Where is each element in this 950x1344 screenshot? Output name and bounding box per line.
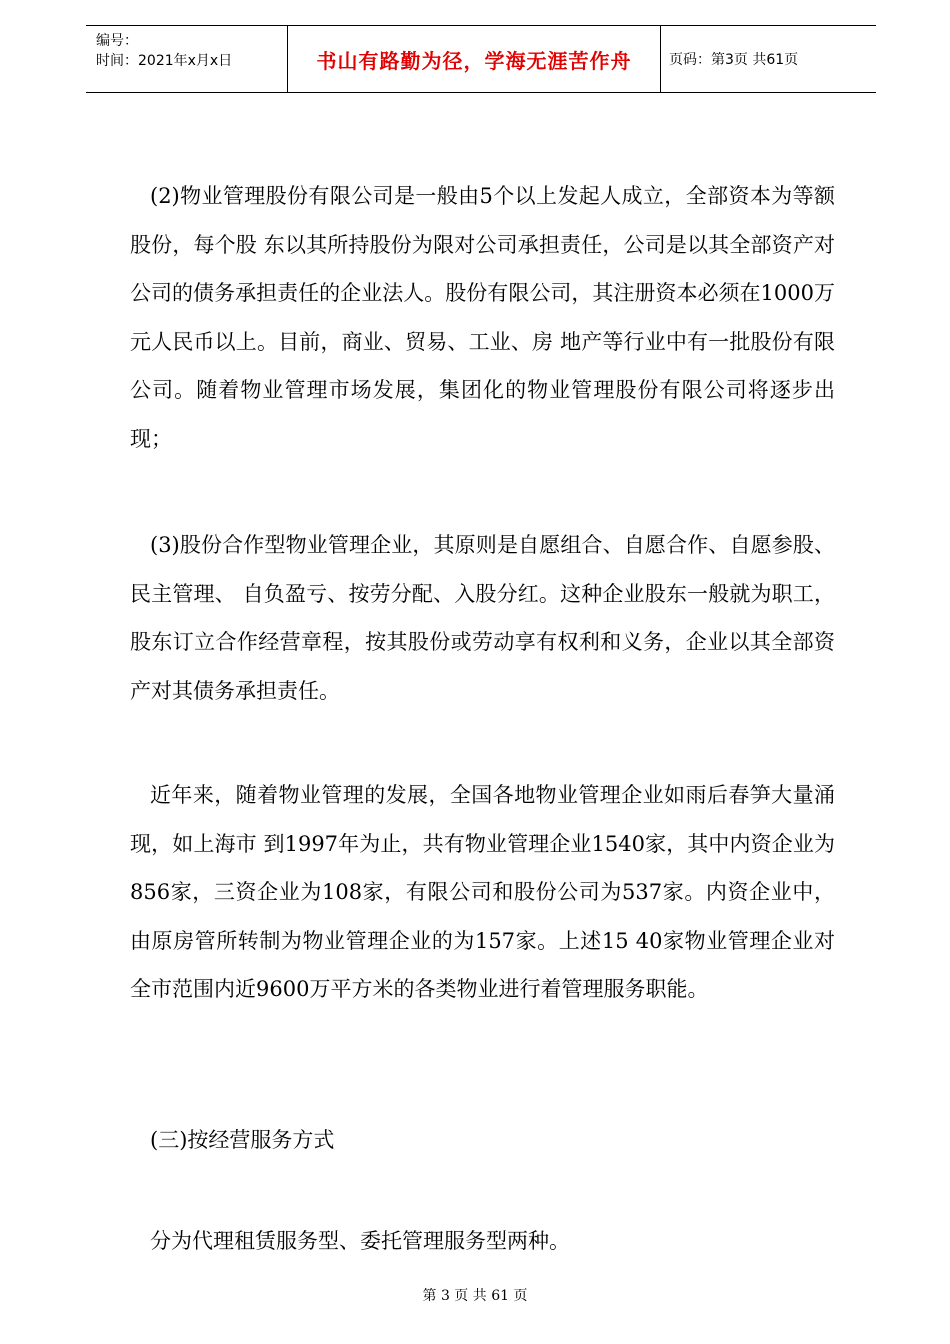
page-footer: 第 3 页 共 61 页 — [422, 1288, 528, 1304]
header-meta — [86, 26, 288, 92]
section-heading-service-mode: (三)按经营服务方式 — [150, 1128, 335, 1152]
paragraph-cooperative-company: (3)股份合作型物业管理企业，其原则是自愿组合、自愿合作、自愿参股、民主管理、 自负盈亏、按劳分配、入股分红。这种企业股东一般就为职工，股东订立合作经营章程，按其股份或劳动享有权利和义务，企业以其全部资产对其债务承担责任。 — [130, 533, 835, 703]
paragraph-recent-development: 近年来，随着物业管理的发展，全国各地物业管理企业如雨后春笋大量涌现，如上海市 到1997年为止，共有物业管理企业1540家，其中内资企业为856家，三资企业为108家，有限公司和股份公司为537家。内资企业中，由原房管所转制为物业管理企业的为157家。上述15 40家物业管理企业对全市范围内近9600万平方米的各类物业进行着管理服务职能。 — [130, 783, 835, 1001]
page-header — [86, 25, 876, 93]
header-page-info: 页码：第3页 共61页 — [669, 52, 799, 68]
date-label: 时间：2021年x月x日 — [96, 53, 233, 69]
paragraph-joint-stock-company: (2)物业管理股份有限公司是一般由5个以上发起人成立，全部资本为等额股份，每个股 东以其所持股份为限对公司承担责任，公司是以其全部资产对公司的债务承担责任的企业法人。股份有限公司，其注册资本必须在1000万元人民币以上。目前，商业、贸易、工业、房 地产等行业中有一批股份有限公司。随着物业管理市场发展，集团化的物业管理股份有限公司将逐步出现； — [130, 184, 835, 451]
paragraph-service-types: 分为代理租赁服务型、委托管理服务型两种。 — [150, 1229, 570, 1253]
serial-number-label: 编号： — [96, 33, 138, 49]
header-motto: 书山有路勤为径，学海无涯苦作舟 — [288, 26, 661, 92]
